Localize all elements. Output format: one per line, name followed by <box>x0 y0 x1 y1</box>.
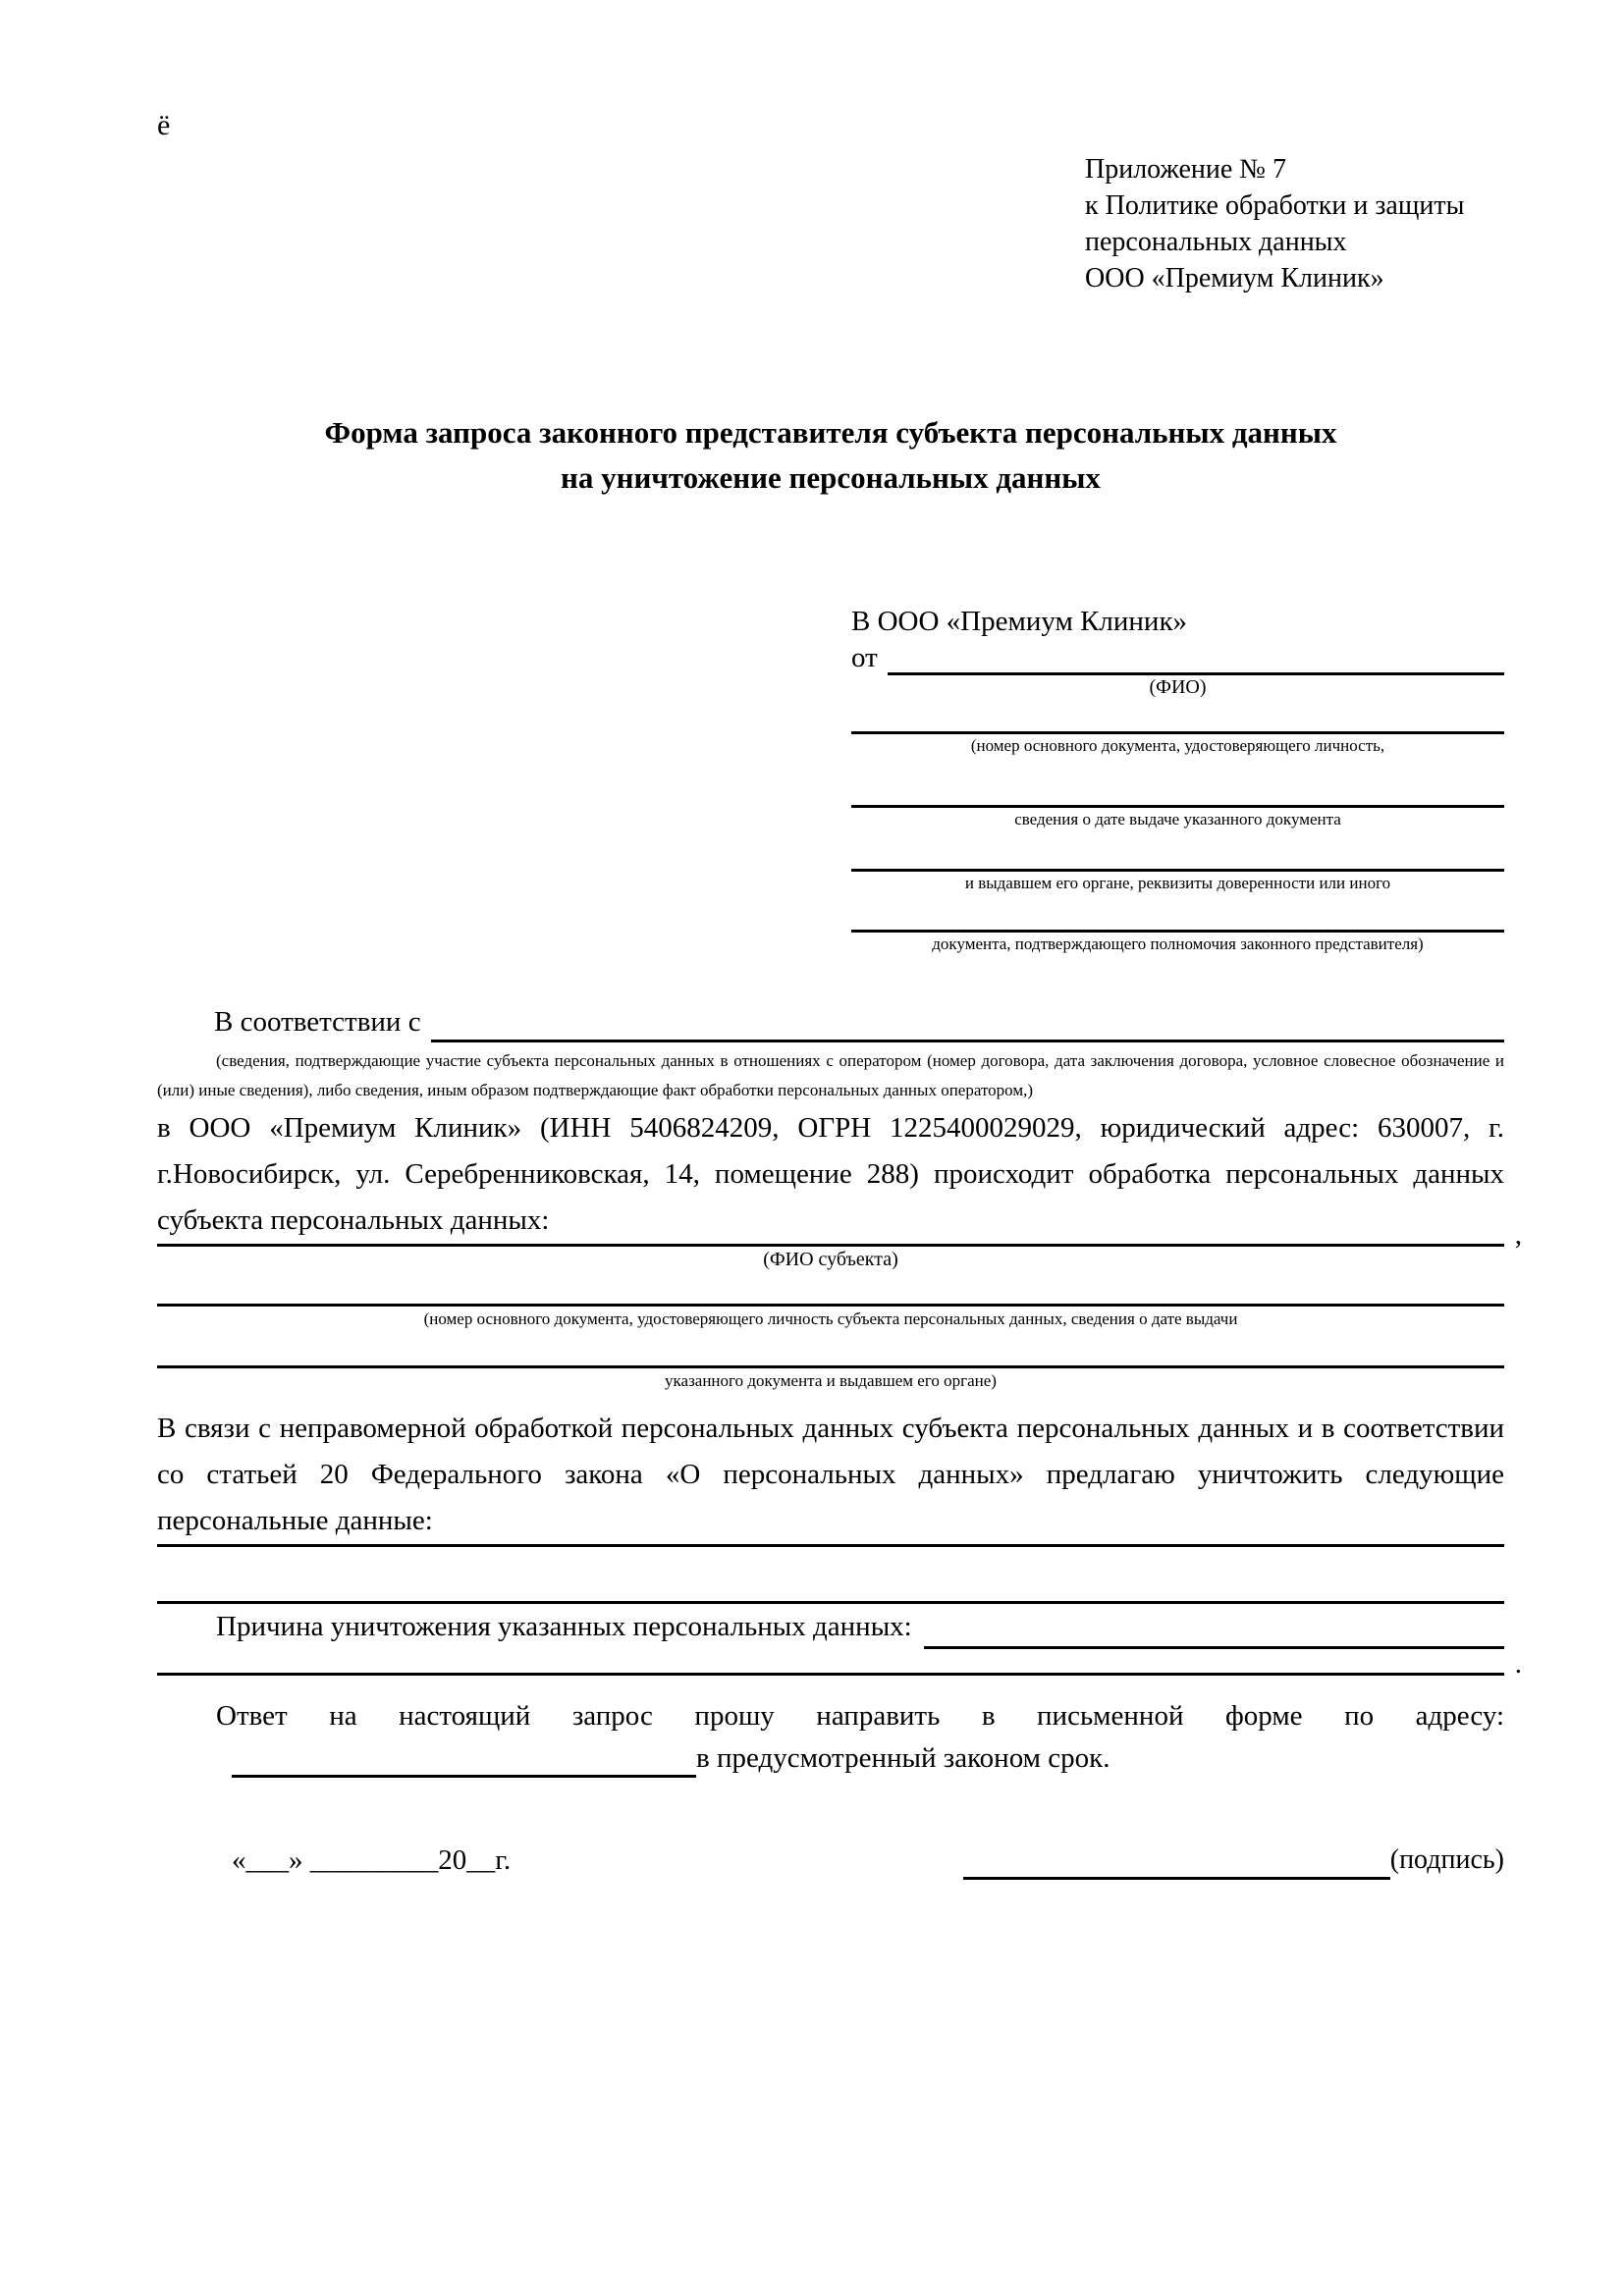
reason-lead: Причина уничтожения указанных персональных данных: <box>216 1611 912 1642</box>
document-title-line2: на уничтожение персональных данных <box>561 460 1101 495</box>
data-to-destroy-blank-line <box>157 1547 1504 1604</box>
accordance-row <box>157 1001 1504 1042</box>
accordance-blank-line <box>431 1006 1504 1042</box>
reply-tail-text: в предусмотренный законом срок. <box>696 1742 1110 1774</box>
accordance-note: (сведения, подтверждающие участие субъекта персональных данных в отношениях с оператором (номер договора, дата заключения договора, условное словесное обозначение и (или) иные сведения), либо сведения, иным образом подтверждающие факт обработки персональных данных оператором,) <box>157 1051 1504 1099</box>
signature-area <box>963 1841 1504 1880</box>
reply-address-blank-line <box>232 1741 696 1778</box>
signature-blank-line <box>963 1843 1390 1880</box>
reply-paragraph: Ответ на настоящий запрос прошу направить в письменной форме по адресу: <box>216 1700 1504 1732</box>
appendix-header-line: ООО «Премиум Клиник» <box>1085 263 1384 294</box>
reply-address-row <box>157 1738 1504 1778</box>
addressee-from-label: от <box>851 642 878 673</box>
date-line: «___» _________20__г. <box>232 1844 512 1876</box>
subject-fio-blank-line <box>157 1219 1522 1251</box>
addressee-block <box>851 603 1504 956</box>
accordance-lead: В соответствии с <box>214 1006 421 1038</box>
subject-document-caption: указанного документа и выдавшем его органе) <box>665 1371 997 1390</box>
addressee-from-row <box>851 640 1504 675</box>
reason-row <box>157 1604 1504 1649</box>
issuing-authority-blank-line <box>851 831 1504 872</box>
appendix-header <box>1085 151 1504 296</box>
document-number-blank-line <box>851 699 1504 734</box>
subject-document-caption: (номер основного документа, удостоверяющего личность субъекта персональных данных, сведения о дате выдачи <box>423 1309 1238 1328</box>
fio-blank-line <box>888 643 1504 675</box>
demand-paragraph: В связи с неправомерной обработкой персональных данных субъекта персональных данных и в соответствии со статьей 20 Федерального закона «О персональных данных» предлагаю уничтожить следующие персональные данные: <box>157 1413 1504 1536</box>
issue-date-blank-line <box>851 758 1504 808</box>
blank-caption: сведения о дате выдаче указанного документа <box>1014 810 1341 828</box>
trailing-comma: , <box>1514 1219 1522 1251</box>
subject-document-blank-line <box>157 1272 1504 1307</box>
fio-caption: (ФИО) <box>1149 676 1207 698</box>
subject-fio-caption: (ФИО субъекта) <box>763 1249 898 1270</box>
blank-caption: (номер основного документа, удостоверяющего личность, <box>970 736 1385 755</box>
trailing-period: . <box>1514 1648 1522 1680</box>
representative-authority-blank-line <box>851 895 1504 933</box>
date-signature-row <box>157 1841 1504 1880</box>
blank-caption: документа, подтверждающего полномочия законного представителя) <box>932 934 1424 953</box>
blank-caption: и выдавшем его органе, реквизиты доверенности или иного <box>964 874 1391 892</box>
appendix-header-line: Приложение № 7 <box>1085 154 1286 185</box>
appendix-header-line: персональных данных <box>1085 227 1347 257</box>
operator-paragraph: в ООО «Премиум Клиник» (ИНН 5406824209, ОГРН 1225400029029, юридический адрес: 630007, г. г.Новосибирск, ул. Серебренниковская, 14, помещение 288) происходит обработка персональных данных субъекта персональных данных: <box>157 1112 1504 1236</box>
signature-caption: (подпись) <box>1389 1844 1504 1875</box>
stray-character: ё <box>157 109 171 141</box>
document-title <box>157 410 1504 501</box>
reason-blank-line <box>924 1609 1504 1649</box>
document-title-line1: Форма запроса законного представителя субъекта персональных данных <box>324 415 1337 450</box>
appendix-header-line: к Политике обработки и защиты <box>1085 190 1465 221</box>
subject-document-blank-line <box>157 1332 1504 1368</box>
addressee-to: В ООО «Премиум Клиник» <box>851 606 1188 637</box>
reason-blank-line <box>157 1648 1522 1680</box>
